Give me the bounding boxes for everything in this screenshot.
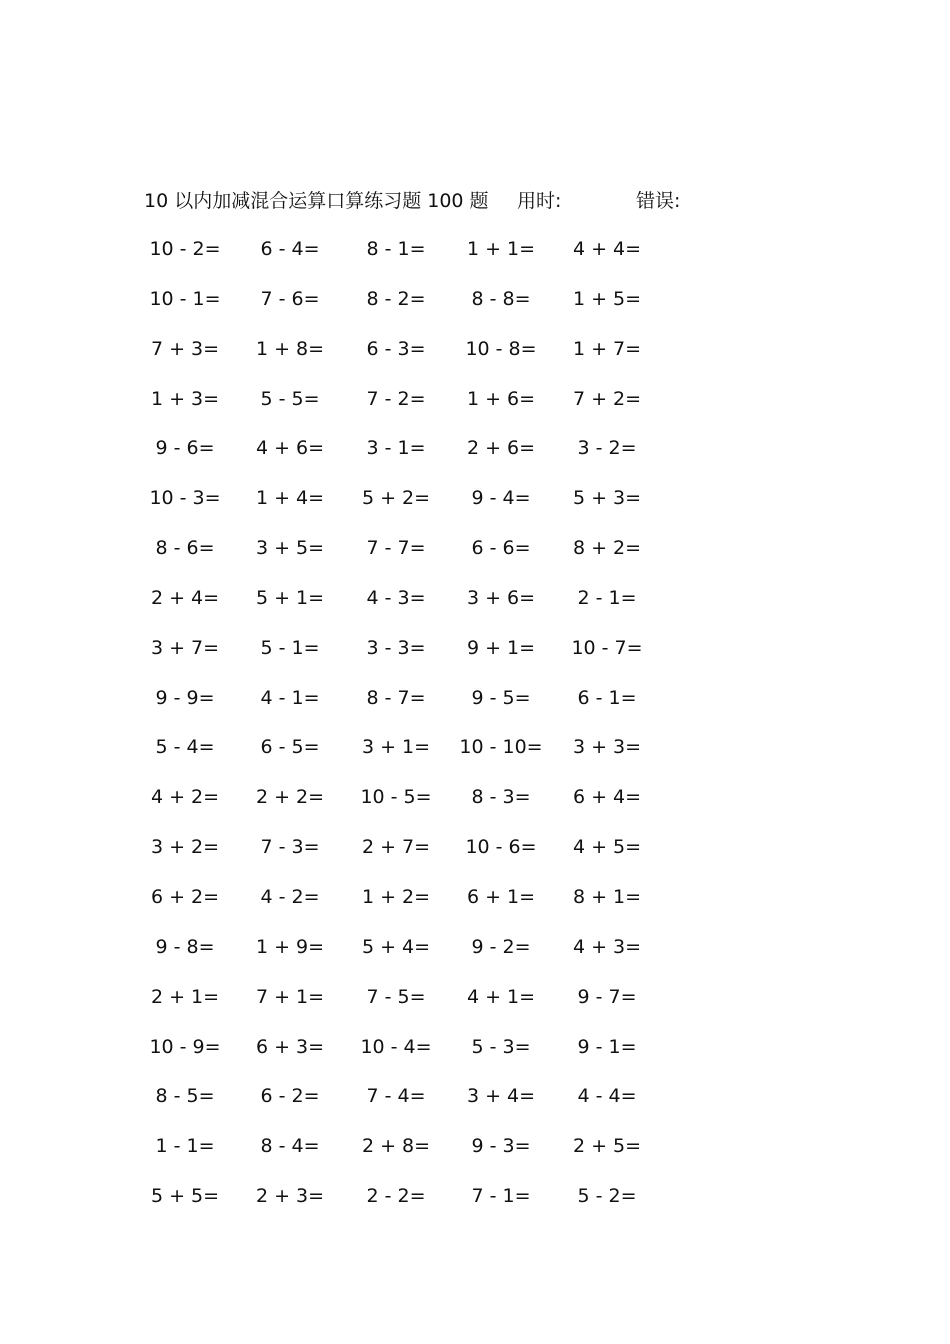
time-used-label: 用时:: [517, 190, 562, 212]
problem-row: [0, 982, 950, 1032]
problem-cell: 4 + 3=: [572, 935, 642, 958]
problem-cell: 4 + 1=: [466, 985, 536, 1008]
problem-cell: 3 + 7=: [150, 636, 220, 659]
problem-cell: 4 + 5=: [572, 836, 642, 859]
problem-cell: 5 - 4=: [155, 736, 215, 759]
problem-cell: 2 - 1=: [577, 586, 637, 609]
problem-cell: 6 - 4=: [260, 238, 320, 260]
problem-row: [0, 1131, 950, 1181]
problem-row: [0, 932, 950, 982]
problem-cell: 3 + 6=: [466, 586, 536, 609]
problem-cell: 2 + 4=: [150, 586, 220, 609]
problem-cell: 6 + 2=: [150, 885, 220, 908]
problem-cell: 1 + 6=: [466, 387, 536, 410]
problem-cell: 5 + 2=: [361, 487, 431, 510]
problem-row: [0, 1181, 950, 1231]
problem-cell: 8 + 2=: [572, 537, 642, 560]
problem-cell: 4 - 4=: [577, 1085, 637, 1108]
problem-cell: 9 - 2=: [471, 935, 531, 958]
problem-cell: 3 + 2=: [150, 836, 220, 859]
problem-cell: 6 + 1=: [466, 885, 536, 908]
problem-row: [0, 633, 950, 683]
problem-row: [0, 334, 950, 384]
problem-row: [0, 234, 950, 284]
problem-cell: 10 - 8=: [465, 337, 537, 360]
problem-row: [0, 832, 950, 882]
problem-cell: 10 - 6=: [465, 836, 537, 859]
problem-row: [0, 732, 950, 782]
problem-row: [0, 782, 950, 832]
problem-row: [0, 433, 950, 483]
problem-cell: 1 + 1=: [466, 238, 536, 260]
worksheet-title: 10 以内加减混合运算口算练习题 100 题: [144, 190, 489, 212]
problem-cell: 7 - 2=: [366, 387, 426, 410]
problem-cell: 9 - 5=: [471, 686, 531, 709]
problem-cell: 8 - 3=: [471, 786, 531, 809]
problem-cell: 7 - 7=: [366, 537, 426, 560]
problem-cell: 7 + 3=: [150, 337, 220, 360]
problem-cell: 1 + 8=: [255, 337, 325, 360]
problem-cell: 4 - 2=: [260, 885, 320, 908]
problem-cell: 7 + 1=: [255, 985, 325, 1008]
problem-cell: 10 - 9=: [149, 1035, 221, 1058]
problem-cell: 7 - 4=: [366, 1085, 426, 1108]
problem-row: [0, 483, 950, 533]
problem-cell: 4 + 2=: [150, 786, 220, 809]
problem-cell: 6 - 2=: [260, 1085, 320, 1108]
problem-cell: 2 + 1=: [150, 985, 220, 1008]
problem-cell: 8 - 7=: [366, 686, 426, 709]
problem-cell: 4 + 6=: [255, 437, 325, 460]
problem-cell: 6 + 4=: [572, 786, 642, 809]
problem-cell: 3 + 1=: [361, 736, 431, 759]
problem-cell: 1 + 2=: [361, 885, 431, 908]
problem-cell: 8 - 5=: [155, 1085, 215, 1108]
problem-cell: 5 - 3=: [471, 1035, 531, 1058]
problem-cell: 6 - 1=: [577, 686, 637, 709]
problem-row: [0, 1032, 950, 1082]
problem-cell: 8 - 6=: [155, 537, 215, 560]
problem-cell: 2 + 8=: [361, 1135, 431, 1158]
problem-cell: 5 - 2=: [577, 1185, 637, 1208]
problem-cell: 5 + 4=: [361, 935, 431, 958]
problem-cell: 3 + 3=: [572, 736, 642, 759]
problem-cell: 9 - 1=: [577, 1035, 637, 1058]
problem-grid: [0, 234, 950, 1231]
problem-cell: 7 - 5=: [366, 985, 426, 1008]
problem-cell: 4 - 1=: [260, 686, 320, 709]
problem-cell: 3 + 4=: [466, 1085, 536, 1108]
problem-cell: 9 - 9=: [155, 686, 215, 709]
problem-cell: 8 + 1=: [572, 885, 642, 908]
problem-cell: 1 + 5=: [572, 287, 642, 310]
problem-cell: 2 + 5=: [572, 1135, 642, 1158]
problem-cell: 7 - 3=: [260, 836, 320, 859]
problem-cell: 5 + 5=: [150, 1185, 220, 1208]
problem-cell: 4 + 4=: [572, 238, 642, 260]
problem-cell: 2 + 3=: [255, 1185, 325, 1208]
problem-cell: 9 - 7=: [577, 985, 637, 1008]
problem-cell: 1 + 4=: [255, 487, 325, 510]
problem-cell: 9 + 1=: [466, 636, 536, 659]
problem-cell: 6 - 3=: [366, 337, 426, 360]
problem-cell: 3 - 2=: [577, 437, 637, 460]
problem-cell: 1 - 1=: [155, 1135, 215, 1158]
problem-cell: 1 + 9=: [255, 935, 325, 958]
problem-cell: 6 - 6=: [471, 537, 531, 560]
problem-cell: 5 - 1=: [260, 636, 320, 659]
problem-row: [0, 683, 950, 733]
problem-cell: 9 - 4=: [471, 487, 531, 510]
problem-row: [0, 533, 950, 583]
problem-row: [0, 384, 950, 434]
problem-cell: 1 + 7=: [572, 337, 642, 360]
problem-cell: 10 - 5=: [360, 786, 432, 809]
problem-cell: 5 + 3=: [572, 487, 642, 510]
problem-row: [0, 1081, 950, 1131]
problem-row: [0, 583, 950, 633]
problem-cell: 9 - 8=: [155, 935, 215, 958]
problem-cell: 10 - 2=: [149, 238, 221, 260]
problem-cell: 9 - 3=: [471, 1135, 531, 1158]
problem-cell: 8 - 1=: [366, 238, 426, 260]
problem-cell: 7 - 6=: [260, 287, 320, 310]
problem-cell: 8 - 8=: [471, 287, 531, 310]
problem-cell: 6 - 5=: [260, 736, 320, 759]
problem-row: [0, 882, 950, 932]
problem-cell: 3 + 5=: [255, 537, 325, 560]
problem-cell: 8 - 2=: [366, 287, 426, 310]
problem-cell: 2 - 2=: [366, 1185, 426, 1208]
problem-cell: 4 - 3=: [366, 586, 426, 609]
problem-cell: 2 + 6=: [466, 437, 536, 460]
problem-cell: 3 - 1=: [366, 437, 426, 460]
problem-cell: 1 + 3=: [150, 387, 220, 410]
problem-cell: 7 - 1=: [471, 1185, 531, 1208]
problem-cell: 10 - 10=: [459, 736, 543, 759]
problem-cell: 2 + 2=: [255, 786, 325, 809]
problem-cell: 10 - 1=: [149, 287, 221, 310]
problem-row: [0, 284, 950, 334]
problem-cell: 7 + 2=: [572, 387, 642, 410]
problem-cell: 8 - 4=: [260, 1135, 320, 1158]
problem-cell: 3 - 3=: [366, 636, 426, 659]
problem-cell: 6 + 3=: [255, 1035, 325, 1058]
problem-cell: 5 - 5=: [260, 387, 320, 410]
problem-cell: 2 + 7=: [361, 836, 431, 859]
problem-cell: 5 + 1=: [255, 586, 325, 609]
problem-cell: 9 - 6=: [155, 437, 215, 460]
problem-cell: 10 - 3=: [149, 487, 221, 510]
errors-label: 错误:: [636, 190, 681, 212]
problem-cell: 10 - 7=: [571, 636, 643, 659]
problem-cell: 10 - 4=: [360, 1035, 432, 1058]
